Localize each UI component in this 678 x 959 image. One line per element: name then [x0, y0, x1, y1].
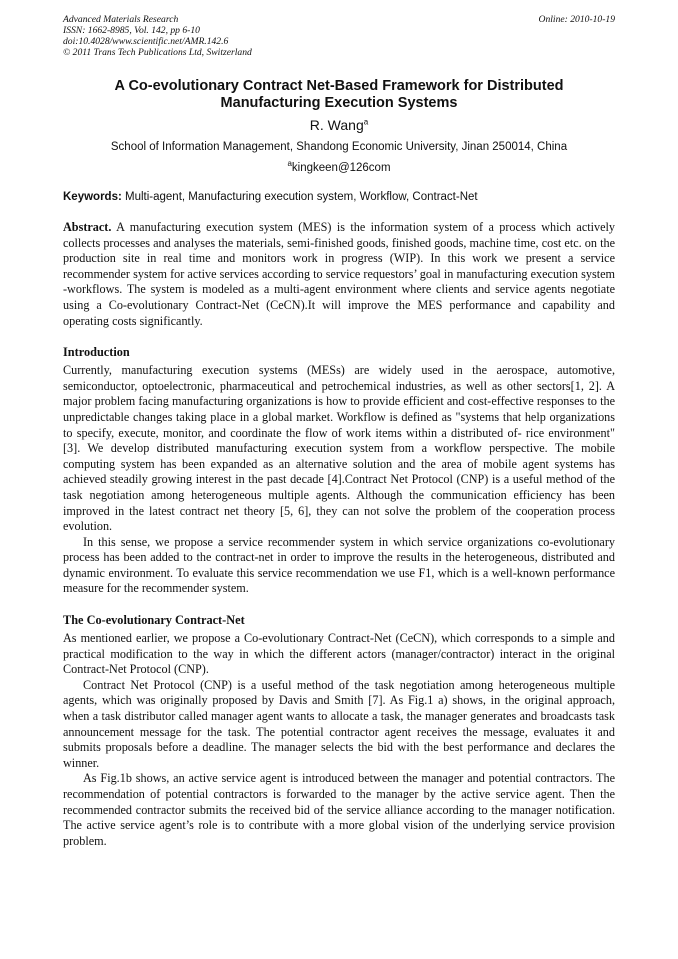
cecn-paragraph-3: As Fig.1b shows, an active service agent is introduced between the manager and potential contractors. The recommendation of potential contractors is forwarded to the manager by the active service agent. Then the recommended contractor submits the received bid of the service alliance according to the manager notification. The active service agent’s role is to contribute with a more global vision of the underlying service provision problem. — [63, 771, 615, 848]
journal-header — [63, 14, 615, 58]
keywords-label: Keywords: — [63, 191, 122, 203]
keywords-text: Multi-agent, Manufacturing execution system, Workflow, Contract-Net — [125, 191, 478, 203]
email-superscript: a — [287, 159, 292, 169]
online-date: Online: 2010-10-19 — [538, 14, 615, 25]
doi-line: doi:10.4028/www.scientific.net/AMR.142.6 — [63, 36, 229, 47]
issn-line: ISSN: 1662-8985, Vol. 142, pp 6-10 — [63, 25, 200, 36]
abstract-text: A manufacturing execution system (MES) is the information system of a process which actively collects processes and analyses the materials, semi-finished goods, finished goods, machine time, cost etc. on the production site in real time and monitors work in progress (WIP). In this work we present a service recommender system for active services according to service requestors’ goal in manufacturing execution system -workflows. The system is modeled as a multi-agent environment where clients and service agents negotiate using a Co-evolutionary Contract-Net (CeCN).It will improve the MES performance and capability and operating costs significantly. — [63, 220, 616, 328]
keywords — [63, 190, 615, 204]
paper-page — [63, 14, 615, 849]
cecn-paragraph-1: As mentioned earlier, we propose a Co-evolutionary Contract-Net (CeCN), which corresponds to a simple and practical modification to the way in which the different actors (manager/contractor) interact in the original Contract-Net Protocol (CNP). — [63, 631, 615, 677]
affiliation: School of Information Management, Shandong Economic University, Jinan 250014, China — [110, 141, 568, 153]
section-heading-cecn: The Co-evolutionary Contract-Net — [63, 613, 245, 628]
intro-paragraph-2: In this sense, we propose a service recommender system in which service organizations co-evolutionary process has been added to the contract-net in order to improve the results in the heterogeneous, distributed and dynamic environment. To evaluate this service recommendation we use F1, which is a well-known performance measure for the recommender system. — [63, 534, 615, 596]
email-address: kingkeen@126com — [291, 162, 391, 174]
author-name: R. Wang — [309, 117, 364, 133]
author-line — [63, 117, 615, 134]
cecn-paragraph-2: Contract Net Protocol (CNP) is a useful method of the task negotiation among heterogeneous multiple agents, which was originally proposed by Davis and Smith [7]. As Fig.1 a) shows, in the original approach, when a task distributor called manager agent wants to allocate a task, the manager generates and broadcasts task announcement message for the task. The potential contractor agent receives the message, evaluates it and submits proposals before a deadline. The manager selects the bid with the best performance and declares the winner. — [63, 677, 615, 770]
intro-paragraph-1: Currently, manufacturing execution systems (MESs) are widely used in the aerospace, automotive, semiconductor, optoelectronic, pharmaceutical and petrochemical industries, as well as other sectors[1, 2]. A major problem facing manufacturing organizations is how to provide efficient and cost-effective responses to the unpredictable changes taking place in a global market. Workflow is defined as "systems that help organizations to specify, execute, monitor, and coordinate the flow of work items within a distributed of- rice environment" [3]. We develop distributed manufacturing execution system from a workflow perspective. The mobile computing system has been expanded as an alternative solution and the area of mobile agent systems has achieved steadily growing interest in the past decade [4].Contract Net Protocol (CNP) is a useful method of the task negotiation among heterogeneous multiple agents. Although the communication efficiency has been improved in the latest contract net theory [5, 6], they can not solve the problem of the cooperation process evolution. — [63, 363, 615, 534]
author-superscript: a — [363, 117, 369, 127]
abstract-label: Abstract. — [63, 220, 112, 234]
journal-name: Advanced Materials Research — [63, 14, 179, 25]
paper-title: A Co-evolutionary Contract Net-Based Framework for Distributed Manufacturing Execution Systems — [114, 78, 564, 111]
abstract — [63, 220, 615, 329]
section-heading-introduction: Introduction — [63, 345, 130, 360]
copyright-line: © 2011 Trans Tech Publications Ltd, Switzerland — [63, 47, 252, 58]
email-line — [63, 161, 615, 175]
